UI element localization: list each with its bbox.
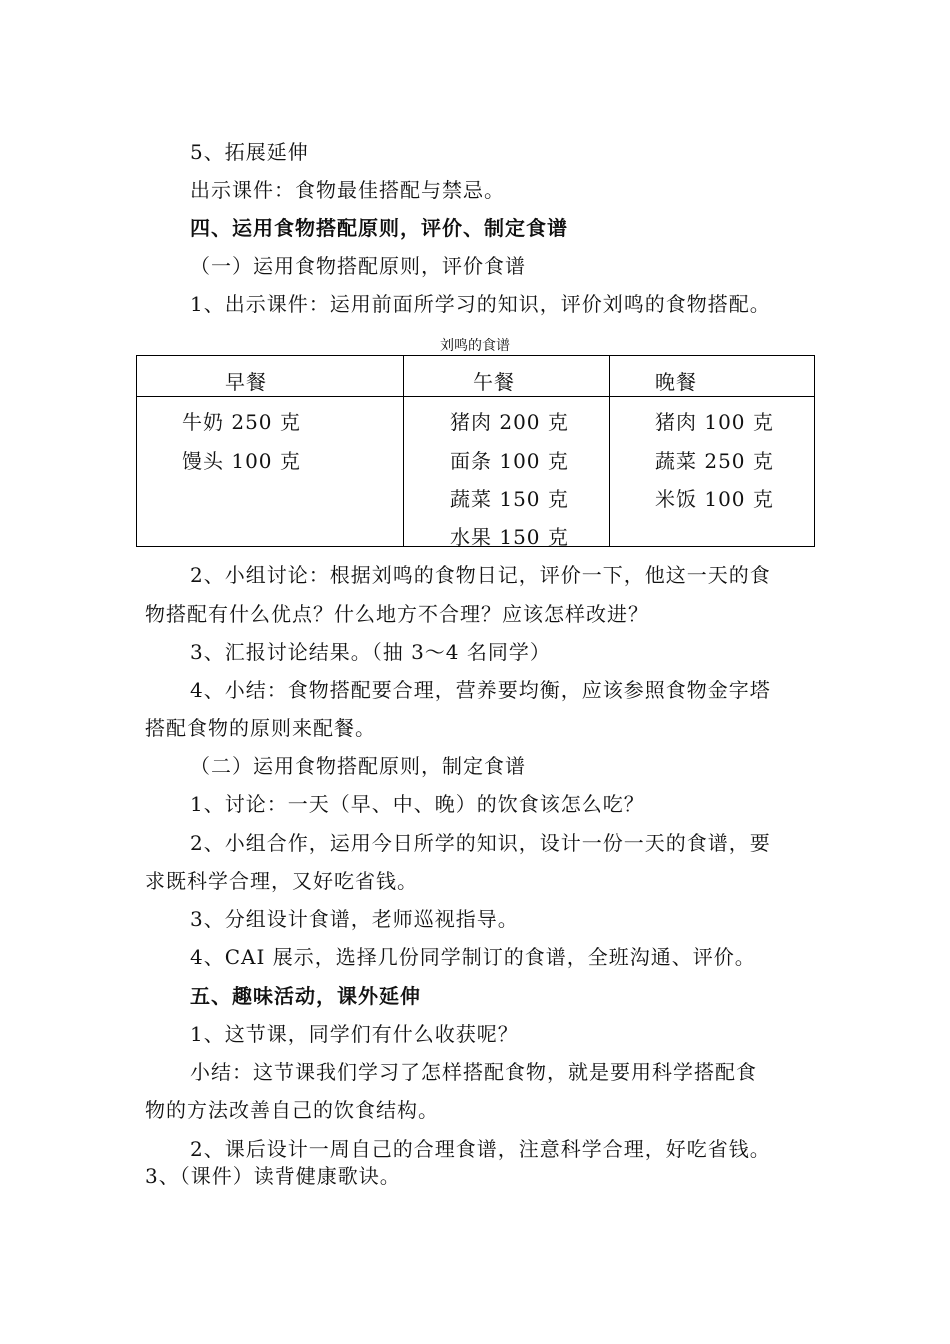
paragraph: 出示课件：食物最佳搭配与禁忌。 [190, 178, 505, 202]
paragraph: 2、小组合作，运用今日所学的知识，设计一份一天的食谱，要 [190, 831, 771, 855]
paragraph: 4、小结：食物搭配要合理，营养要均衡，应该参照食物金字塔 [190, 678, 771, 702]
table-cell: 猪肉 100 克 [655, 410, 774, 434]
paragraph: 物的方法改善自己的饮食结构。 [145, 1098, 439, 1122]
paragraph: 搭配食物的原则来配餐。 [145, 716, 376, 740]
paragraph: 3、分组设计食谱，老师巡视指导。 [190, 907, 519, 931]
table-header-breakfast: 早餐 [225, 370, 267, 394]
table-header-dinner: 晚餐 [655, 370, 697, 394]
paragraph: 2、小组讨论：根据刘鸣的食物日记，评价一下，他这一天的食 [190, 563, 771, 587]
table-cell: 蔬菜 250 克 [655, 449, 774, 473]
table-caption: 刘鸣的食谱 [440, 338, 510, 354]
table-divider [403, 356, 404, 546]
table-cell: 蔬菜 150 克 [450, 487, 569, 511]
section-heading-extension: 5、拓展延伸 [190, 140, 309, 164]
table-cell: 面条 100 克 [450, 449, 569, 473]
section-heading-5: 五、趣味活动，课外延伸 [190, 984, 421, 1008]
menu-table [136, 355, 815, 547]
paragraph: 1、出示课件：运用前面所学习的知识，评价刘鸣的食物搭配。 [190, 292, 771, 316]
paragraph: 1、这节课，同学们有什么收获呢？ [190, 1022, 519, 1046]
paragraph: 小结：这节课我们学习了怎样搭配食物，就是要用科学搭配食 [190, 1060, 757, 1084]
table-divider [609, 356, 610, 546]
table-cell: 猪肉 200 克 [450, 410, 569, 434]
table-divider [137, 396, 814, 397]
paragraph: 3、（课件）读背健康歌诀。 [145, 1164, 401, 1188]
section-heading-4: 四、运用食物搭配原则，评价、制定食谱 [190, 216, 568, 240]
table-header-lunch: 午餐 [473, 370, 515, 394]
paragraph: 4、CAI 展示，选择几份同学制订的食谱，全班沟通、评价。 [190, 945, 756, 969]
table-cell: 米饭 100 克 [655, 487, 774, 511]
paragraph: 求既科学合理，又好吃省钱。 [145, 869, 418, 893]
table-cell: 牛奶 250 克 [182, 410, 301, 434]
paragraph: 1、讨论：一天（早、中、晚）的饮食该怎么吃？ [190, 792, 645, 816]
paragraph: 3、汇报讨论结果。（抽 3～4 名同学） [190, 640, 551, 664]
paragraph: 2、课后设计一周自己的合理食谱，注意科学合理，好吃省钱。 [190, 1137, 771, 1161]
subsection-heading-1: （一）运用食物搭配原则，评价食谱 [190, 254, 526, 278]
table-cell: 水果 150 克 [450, 525, 569, 549]
paragraph: 物搭配有什么优点？什么地方不合理？应该怎样改进？ [145, 602, 649, 626]
subsection-heading-2: （二）运用食物搭配原则，制定食谱 [190, 754, 526, 778]
table-cell: 馒头 100 克 [182, 449, 301, 473]
